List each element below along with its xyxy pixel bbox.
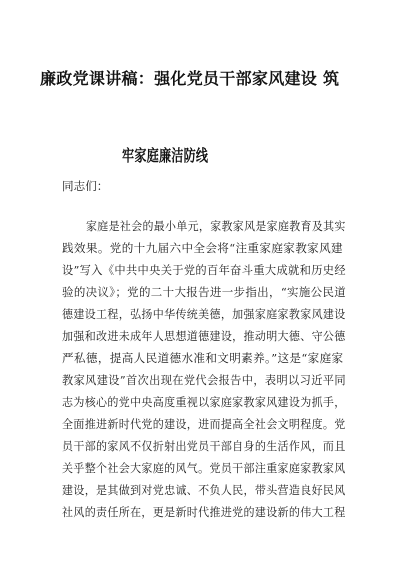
body-line-4: 验的决议》；党的二十大报告进一步指出，“实施公民道 — [62, 285, 347, 299]
body-line-8: 教家风建设”首次出现在党代会报告中，表明以习近平同 — [62, 373, 346, 387]
body-line-14: 社风的责任所在，更是新时代推进党的建设新的伟大工程 — [62, 505, 346, 519]
body-line-6: 加强和改进未成年人思想道德建设，推动明大德、守公德 — [62, 329, 346, 343]
body-line-9: 志为核心的党中央高度重视以家庭家教家风建设为抓手， — [62, 395, 346, 409]
body-line-5: 德建设工程，弘扬中华传统美德，加强家庭家教家风建设 — [62, 307, 346, 321]
body-line-13: 建设，是其做到对党忠诚、不负人民，带头营造良好民风 — [62, 483, 346, 497]
body-line-1: 家庭是社会的最小单元，家教家风是家庭教育及其实 — [86, 219, 346, 233]
document-title-line-2: 牢家庭廉洁防线 — [122, 146, 209, 165]
body-line-3: 设”写入《中共中央关于党的百年奋斗重大成就和历史经 — [62, 263, 346, 277]
body-line-11: 员干部的家风不仅折射出党员干部自身的生活作风，而且 — [62, 439, 346, 453]
document-title-line-1: 廉政党课讲稿：强化党员干部家风建设 筑 — [40, 69, 340, 88]
body-line-10: 全面推进新时代党的建设，进而提高全社会文明程度。党 — [62, 417, 346, 431]
body-line-2: 践效果。党的十九届六中全会将“注重家庭家教家风建 — [62, 241, 343, 255]
greeting: 同志们： — [62, 179, 109, 193]
body-line-7: 严私德，提高人民道德水准和文明素养。”这是“家庭家 — [62, 351, 344, 365]
body-line-12: 关乎整个社会大家庭的风气。党员干部注重家庭家教家风 — [62, 461, 346, 475]
